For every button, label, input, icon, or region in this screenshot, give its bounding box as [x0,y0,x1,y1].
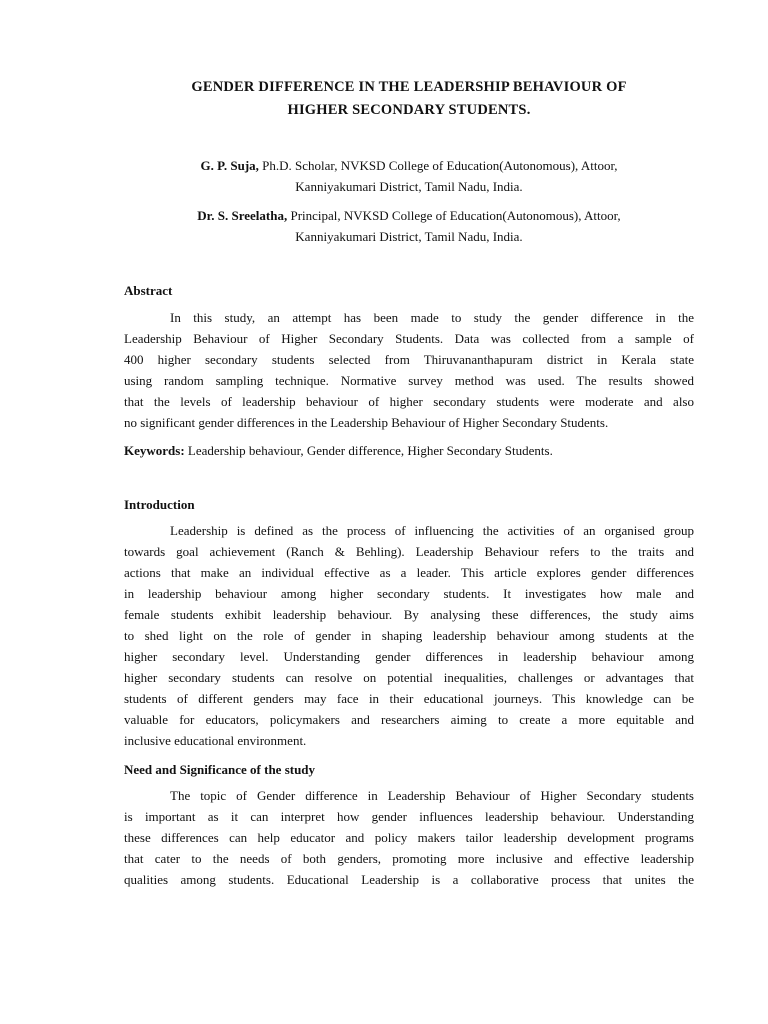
text-line: Leadership Behaviour of Higher Secondary Students. Data was collected from a sample of [124,331,694,346]
text-line: higher secondary students can resolve on potential inequalities, challenges or advantages that [124,670,694,685]
text-line: The topic of Gender difference in Leadership Behaviour of Higher Secondary students [170,788,694,803]
title-line-2: HIGHER SECONDARY STUDENTS. [287,102,531,118]
text-line: using random sampling technique. Normative survey method was used. The results showed [124,373,694,388]
author-affiliation: Ph.D. Scholar, NVKSD College of Education(Autonomous), Attoor, [258,158,618,173]
text-line: that cater to the needs of both genders, promoting more inclusive and effective leadership [124,851,694,866]
text-line: is important as it can interpret how gender influences leadership behaviour. Understanding [124,809,694,824]
keywords-label: Keywords: [124,443,185,458]
introduction-paragraph [124,520,694,751]
keywords-text: Leadership behaviour, Gender difference, Higher Secondary Students. [184,443,553,458]
author-block-2 [124,205,694,247]
text-line: in leadership behaviour among higher secondary students. It investigates how male and [124,586,694,601]
text-line: no significant gender differences in the Leadership Behaviour of Higher Secondary Students. [124,415,609,430]
author-block-1 [124,155,694,197]
author-affiliation: Principal, NVKSD College of Education(Autonomous), Attoor, [287,208,621,223]
keywords-line [124,440,553,461]
text-line: 400 higher secondary students selected from Thiruvananthapuram district in Kerala state [124,352,694,367]
text-line: that the levels of leadership behaviour of higher secondary students were moderate and also [124,394,694,409]
text-line: to shed light on the role of gender in shaping leadership behaviour among students at the [124,628,694,643]
text-line: In this study, an attempt has been made to study the gender difference in the [170,310,694,325]
author-name: Dr. S. Sreelatha, [197,208,288,223]
text-line: actions that make an individual effective as a leader. This article explores gender differences [124,565,694,580]
text-line: these differences can help educator and policy makers tailor leadership development programs [124,830,694,845]
text-line: inclusive educational environment. [124,733,307,748]
author-location: Kanniyakumari District, Tamil Nadu, India. [295,229,523,244]
text-line: Leadership is defined as the process of influencing the activities of an organised group [170,523,694,538]
text-line: students of different genders may face in their educational journeys. This knowledge can be [124,691,694,706]
text-line: higher secondary level. Understanding gender differences in leadership behaviour among [124,649,694,664]
need-significance-heading: Need and Significance of the study [124,762,316,777]
abstract-heading: Abstract [124,283,173,298]
paper-title [124,76,694,122]
text-line: towards goal achievement (Ranch & Behling). Leadership Behaviour refers to the traits and [124,544,694,559]
text-line: valuable for educators, policymakers and researchers aiming to create a more equitable and [124,712,694,727]
abstract-paragraph [124,307,694,433]
text-line: female students exhibit leadership behaviour. By analysing these differences, the study aims [124,607,694,622]
author-name: G. P. Suja, [200,158,259,173]
title-line-1: GENDER DIFFERENCE IN THE LEADERSHIP BEHAVIOUR OF [191,79,627,95]
introduction-heading: Introduction [124,497,195,512]
need-significance-paragraph [124,785,694,890]
author-location: Kanniyakumari District, Tamil Nadu, India. [295,179,523,194]
text-line: qualities among students. Educational Leadership is a collaborative process that unites the [124,872,694,887]
